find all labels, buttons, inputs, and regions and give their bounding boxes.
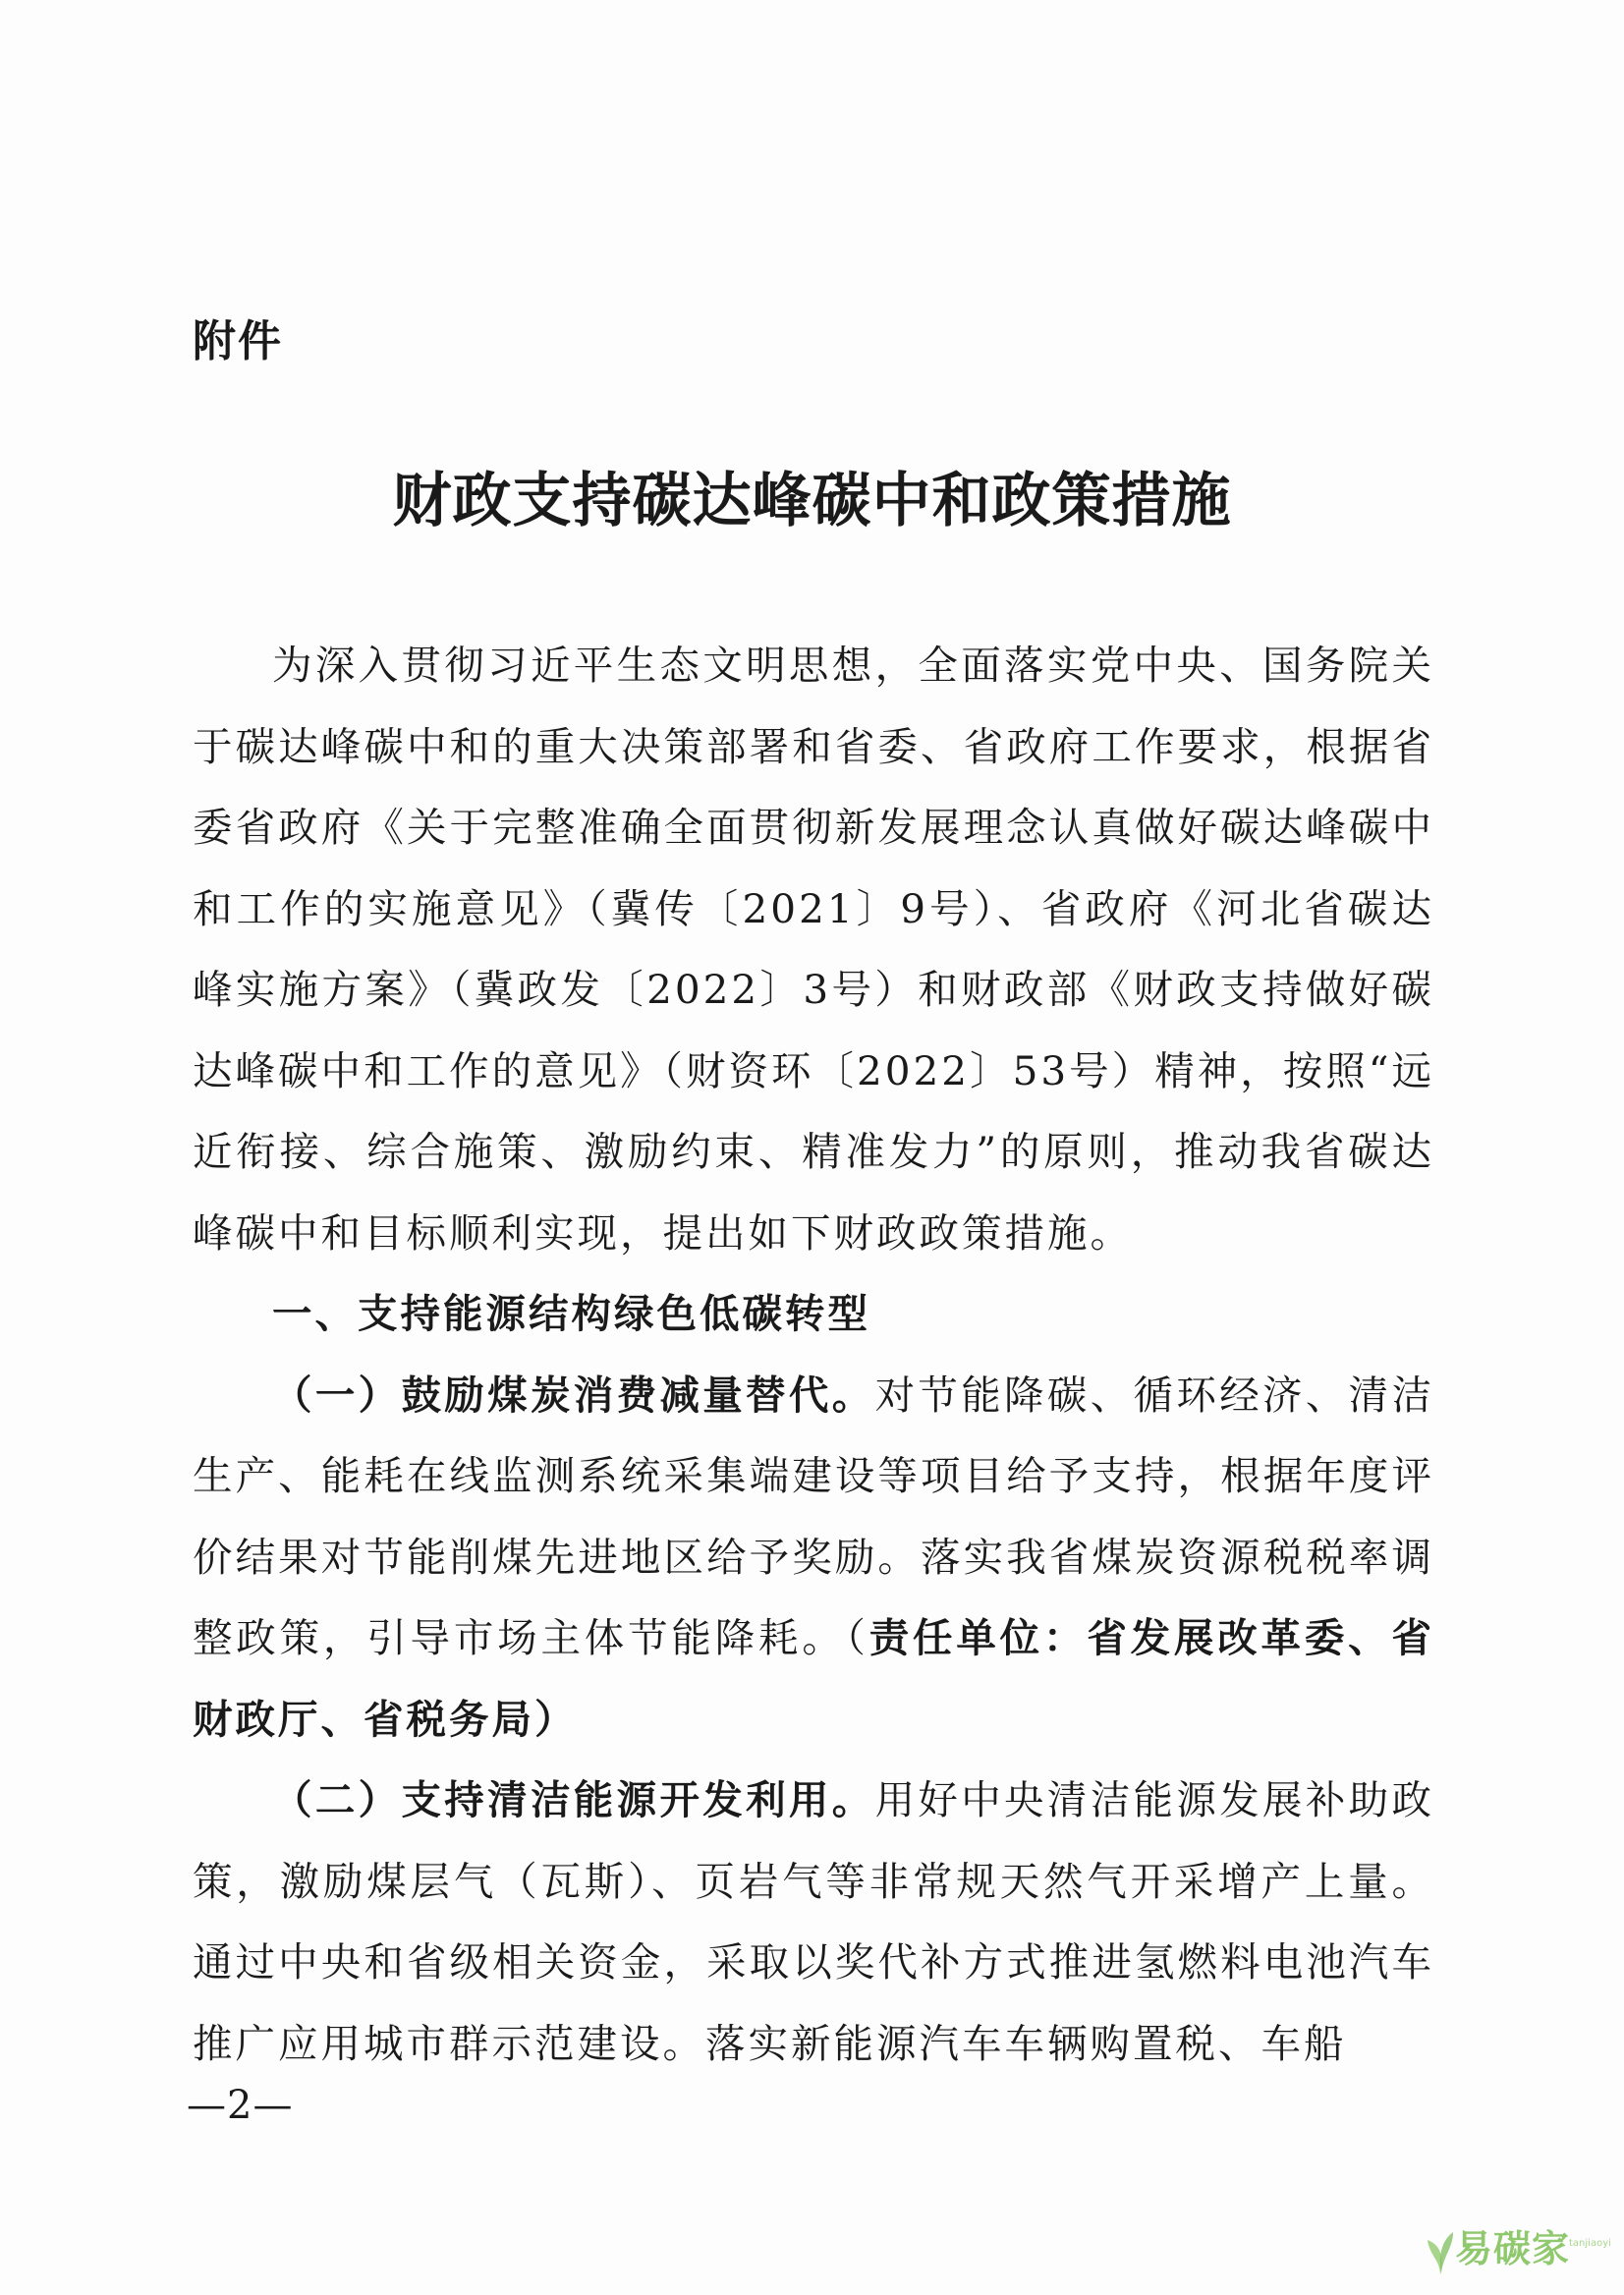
page-number: —2— [187,2083,294,2128]
intro-paragraph: 为深入贯彻习近平生态文明思想，全面落实党中央、国务院关于碳达峰碳中和的重大决策部署和省委、省政府工作要求，根据省委省政府《关于完整准确全面贯彻新发展理念认真做好碳达峰碳中和工作的实施意见》（冀传〔2021〕9号）、省政府《河北省碳达峰实施方案》（冀政发〔2022〕3号）和财政部《财政支持做好碳达峰碳中和工作的意见》（财资环〔2022〕53号）精神，按照“远近衔接、综合施策、激励约束、精准发力”的原则，推动我省碳达峰碳中和目标顺利实现，提出如下财政政策措施。 [193,642,1434,1257]
item-text-2: 用好中央清洁能源发展补助政策，激励煤层气（瓦斯）、页岩气等非常规天然气开采增产上量。通过中央和省级相关资金，采取以奖代补方式推进氢燃料电池汽车推广应用城市群示范建设。落实新能源汽车车辆购置税、车船 [193,1776,1435,2067]
attachment-label: 附件 [193,316,283,366]
watermark-text: 易碳家 [1455,2227,1571,2270]
responsibility-label: 责任单位： [868,1614,1088,1661]
watermark-logo [1424,2220,1610,2289]
item-paragraph-2 [193,1760,1434,2084]
item-text-1: 对节能降碳、循环经济、清洁生产、能耗在线监测系统采集端建设等项目给予支持，根据年度评价结果对节能削煤先进地区给予奖励。落实我省煤炭资源税税率调整政策，引导市场主体节能降耗。（ [193,1371,1435,1661]
responsibility-units: 省发展改革委、省财政厅、省税务局） [193,1614,1434,1743]
item-lead-2: （二）支持清洁能源开发利用。 [272,1776,875,1823]
item-paragraph-1 [193,1355,1434,1761]
document-title: 财政支持碳达峰碳中和政策措施 [392,467,1232,535]
item-lead-1: （一）鼓励煤炭消费减量替代。 [272,1371,875,1419]
watermark-domain: tanjiaoyi [1569,2238,1611,2249]
section-heading: 一、支持能源结构绿色低碳转型 [272,1290,870,1337]
leaf-icon [1424,2226,1457,2277]
document-body [193,625,1434,2084]
